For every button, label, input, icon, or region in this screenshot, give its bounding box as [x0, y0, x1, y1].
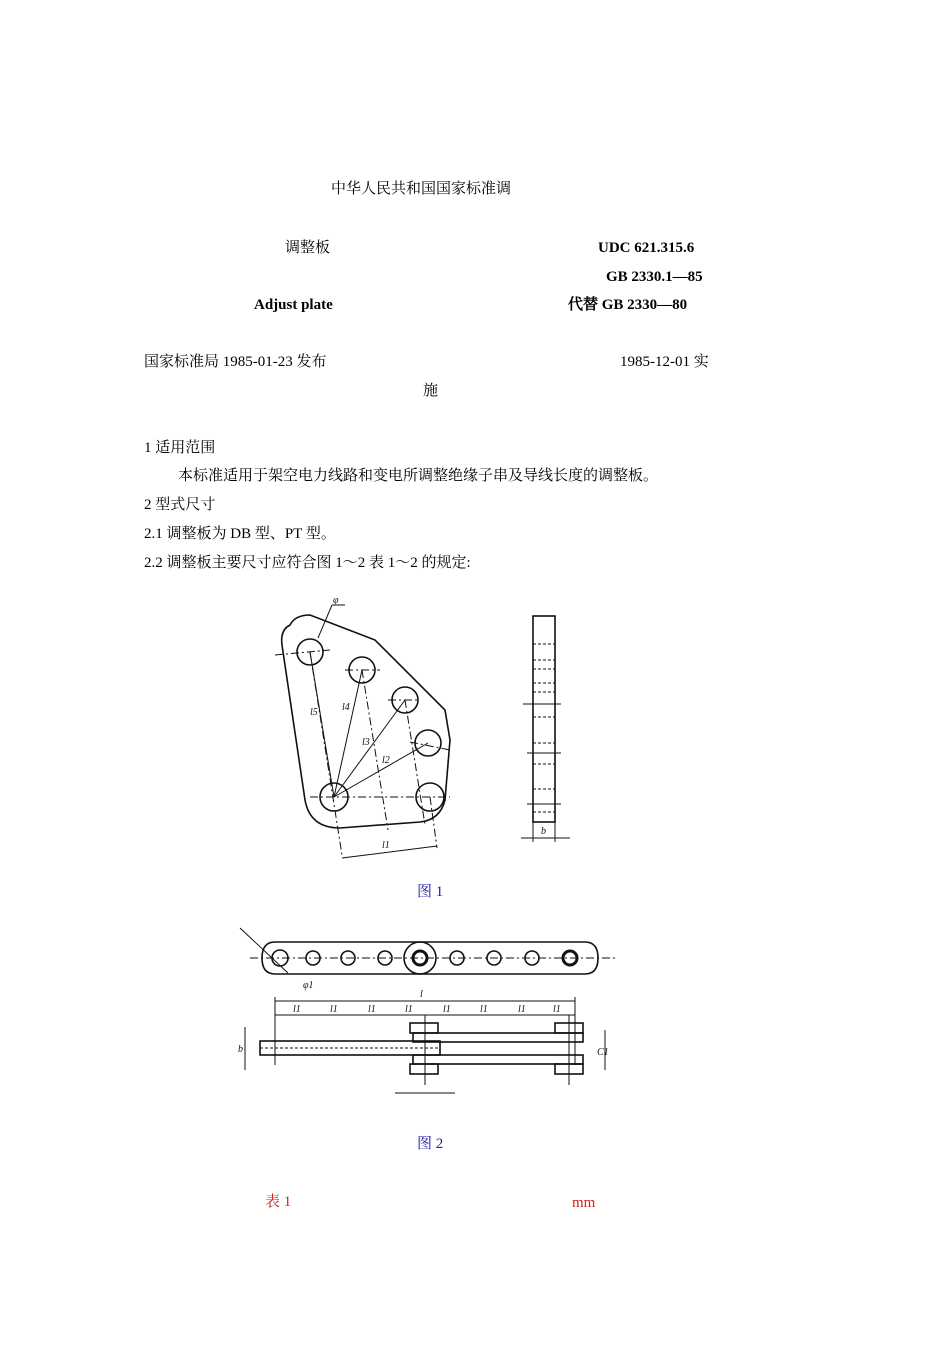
udc-number: UDC 621.315.6 [598, 240, 695, 256]
effective-date-wrap: 施 [423, 383, 439, 399]
standard-name-cn: 调整板 [285, 240, 331, 256]
label-l4: l4 [342, 702, 350, 713]
svg-text:l1: l1 [443, 1004, 451, 1015]
svg-text:b: b [238, 1044, 243, 1055]
svg-text:l1: l1 [405, 1004, 413, 1015]
svg-text:l1: l1 [293, 1004, 301, 1015]
standard-title: 中华人民共和国国家标准调 [331, 181, 512, 197]
table-1-caption: 表 1 [265, 1194, 292, 1210]
label-c1: C1 [597, 1047, 609, 1058]
table-1-unit: mm [572, 1195, 596, 1211]
figure-2-side-view [235, 985, 615, 1105]
clause-2-1: 2.1 调整板为 DB 型、PT 型。 [144, 526, 336, 542]
replaces-standard: 代替 GB 2330—80 [568, 297, 688, 313]
label-b: b [541, 826, 546, 837]
section-1-body: 本标准适用于架空电力线路和变电所调整绝缘子串及导线长度的调整板。 [178, 468, 659, 484]
label-l5: l5 [310, 707, 318, 718]
label-l2: l2 [382, 755, 390, 766]
label-l3: l3 [362, 737, 370, 748]
label-phi1: φ1 [303, 980, 314, 991]
issued-date: 国家标准局 1985-01-23 发布 [144, 354, 327, 370]
figure-1-plate-drawing [270, 590, 470, 870]
label-l: l [420, 989, 423, 1000]
figure-2-caption: 图 2 [417, 1136, 444, 1152]
svg-text:l1: l1 [480, 1004, 488, 1015]
clause-2-2: 2.2 调整板主要尺寸应符合图 1～2 表 1～2 的规定: [144, 555, 471, 571]
svg-text:l1: l1 [553, 1004, 561, 1015]
label-phi: φ [333, 595, 339, 606]
figure-1-caption: 图 1 [417, 884, 444, 900]
svg-text:l1: l1 [368, 1004, 376, 1015]
gb-number: GB 2330.1—85 [606, 269, 703, 285]
svg-text:l1: l1 [330, 1004, 338, 1015]
figure-1-side-view [515, 612, 575, 847]
standard-name-en: Adjust plate [254, 297, 333, 313]
effective-date: 1985-12-01 实 [620, 354, 709, 370]
section-1-heading: 1 适用范围 [144, 440, 216, 456]
svg-text:l1: l1 [518, 1004, 526, 1015]
label-l1: l1 [382, 840, 390, 851]
section-2-heading: 2 型式尺寸 [144, 497, 216, 513]
